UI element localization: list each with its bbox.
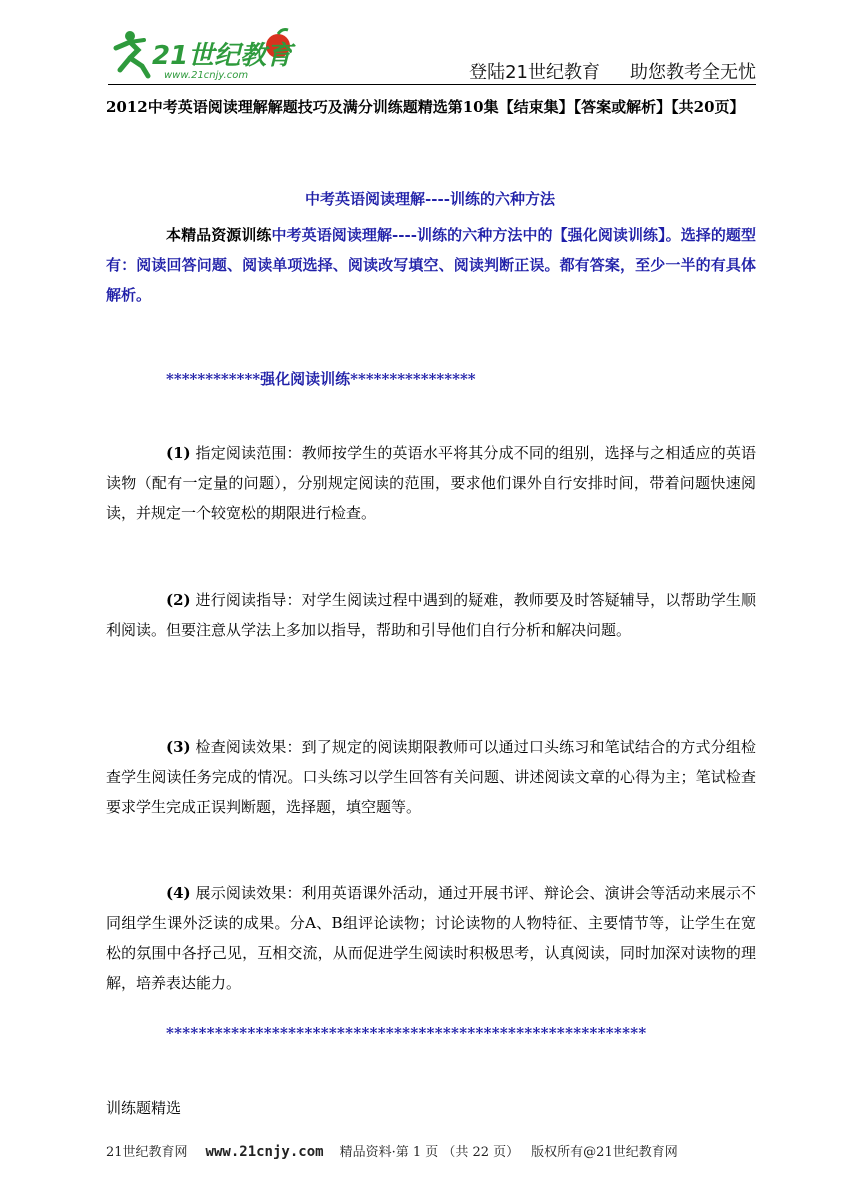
document-title: 2012中考英语阅读理解解题技巧及满分训练题精选第10集【结束集】【答案或解析】【共20页】 (106, 98, 745, 116)
site-logo (108, 26, 308, 82)
intro-lead: 本精品资源训练 (166, 226, 272, 244)
header-slogan (469, 58, 756, 84)
paragraph-number: (4) (166, 884, 191, 902)
paragraph-text: 指定阅读范围：教师按学生的英语水平将其分成不同的组别，选择与之相适应的英语读物（配有一定量的问题），分别规定阅读的范围，要求他们课外自行安排时间，带着问题快速阅读，并规定一个较宽松的期限进行检查。 (106, 444, 756, 522)
paragraph-text: 展示阅读效果：利用英语课外活动，通过开展书评、辩论会、演讲会等活动来展示不同组学生课外泛读的成果。分A、B组评论读物；讨论读物的人物特征、主要情节等，让学生在宽松的氛围中各抒己见，互相交流，从而促进学生阅读时积极思考，认真阅读，同时加深对读物的理解，培养表达能力。 (106, 884, 756, 992)
paragraph-3 (106, 732, 756, 822)
logo-text: 21世纪教育 (152, 41, 293, 71)
intro-highlight: 中考英语阅读理解----训练的六种方法中的【强化阅读训练】。选择的题型有：阅读回答问题、阅读单项选择、阅读改写填空、阅读判断正误。都有答案，至少一半的有具体解析。 (106, 226, 756, 304)
footer-url[interactable]: www.21cnjy.com (205, 1144, 324, 1160)
paragraph-2 (106, 585, 756, 645)
section-heading: 中考英语阅读理解----训练的六种方法 (305, 190, 555, 208)
paragraph-4 (106, 878, 756, 998)
stars-heading: ************强化阅读训练**************** (166, 370, 476, 388)
paragraph-number: (1) (166, 444, 191, 462)
footer-rights: 版权所有@21世纪教育网 (531, 1145, 678, 1160)
paragraph-1 (106, 438, 756, 528)
page-footer (106, 1141, 678, 1160)
paragraph-number: (3) (166, 738, 191, 756)
slogan-right: 助您教考全无忧 (630, 62, 756, 83)
runner-icon (116, 31, 148, 76)
logo-url: www.21cnjy.com (164, 70, 249, 81)
paragraph-number: (2) (166, 591, 191, 609)
footer-page-info: 精品资料·第 1 页 （共 22 页） (339, 1145, 520, 1160)
paragraph-text: 进行阅读指导：对学生阅读过程中遇到的疑难，教师要及时答疑辅导，以帮助学生顺利阅读。但要注意从学法上多加以指导，帮助和引导他们自行分析和解决问题。 (106, 591, 756, 639)
slogan-left: 登陆21世纪教育 (469, 62, 600, 83)
stars-rule: *********************************************************** (166, 1024, 647, 1042)
section-label: 训练题精选 (106, 1099, 182, 1117)
intro-paragraph (106, 220, 756, 310)
footer-site: 21世纪教育网 (106, 1145, 188, 1160)
header-divider (108, 84, 756, 85)
paragraph-text: 检查阅读效果：到了规定的阅读期限教师可以通过口头练习和笔试结合的方式分组检查学生阅读任务完成的情况。口头练习以学生回答有关问题、讲述阅读文章的心得为主；笔试检查要求学生完成正误判断题，选择题，填空题等。 (106, 738, 756, 816)
